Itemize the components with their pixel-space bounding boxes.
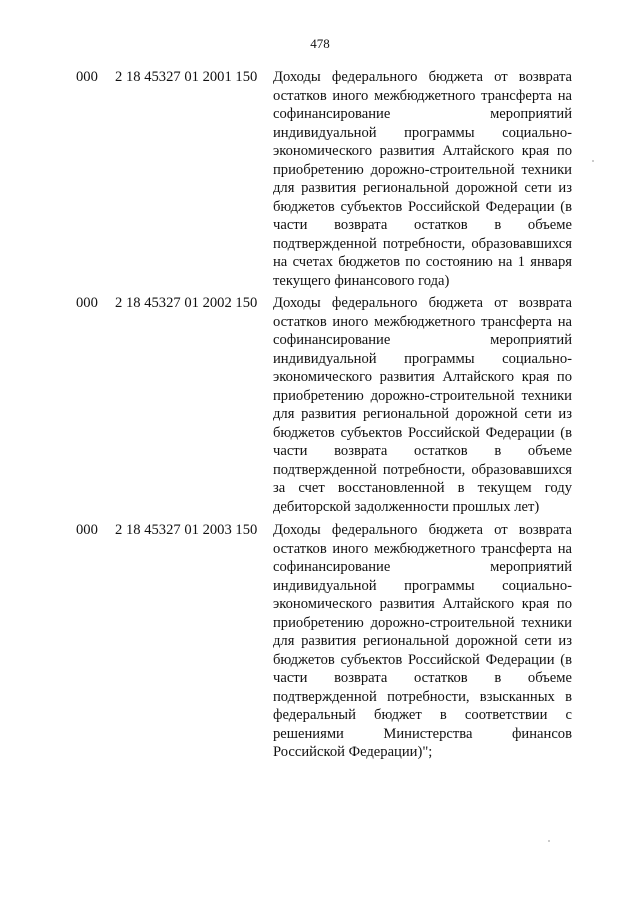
scan-speck [592,160,594,162]
budget-classification-code: 2 18 45327 01 2002 150 [115,295,258,311]
budget-classification-code: 2 18 45327 01 2001 150 [115,69,258,85]
entry-description: Доходы федерального бюджета от возврата остатков иного межбюджетного трансферта на софинансирование мероприятий индивидуальной программы социально-экономического развития Алтайского края по приобретению дорожно-строительной техники для развития региональной дорожной сети из бюджетов субъектов Российской Федерации (в части возврата остатков в объеме подтвержденной потребности, образовавшихся на счетах бюджетов по состоянию на 1 января текущего финансового года) [273,69,572,289]
page-number: 478 [310,36,330,51]
scan-speck [548,840,550,842]
admin-code: 000 [76,522,98,538]
entry-description: Доходы федерального бюджета от возврата остатков иного межбюджетного трансферта на софинансирование мероприятий индивидуальной программы социально-экономического развития Алтайского края по приобретению дорожно-строительной техники для развития региональной дорожной сети из бюджетов субъектов Российской Федерации (в части возврата остатков в объеме подтвержденной потребности, образовавшихся за счет восстановленной в текущем году дебиторской задолженности прошлых лет) [273,295,572,515]
entry-description: Доходы федерального бюджета от возврата остатков иного межбюджетного трансферта на софинансирование мероприятий индивидуальной программы социально-экономического развития Алтайского края по приобретению дорожно-строительной техники для развития региональной дорожной сети из бюджетов субъектов Российской Федерации (в части возврата остатков в объеме подтвержденной потребности, взысканных в федеральный бюджет в соответствии с решениями Министерства финансов Российской Федерации)"; [273,522,572,760]
admin-code: 000 [76,295,98,311]
admin-code: 000 [76,69,98,85]
budget-classification-code: 2 18 45327 01 2003 150 [115,522,258,538]
